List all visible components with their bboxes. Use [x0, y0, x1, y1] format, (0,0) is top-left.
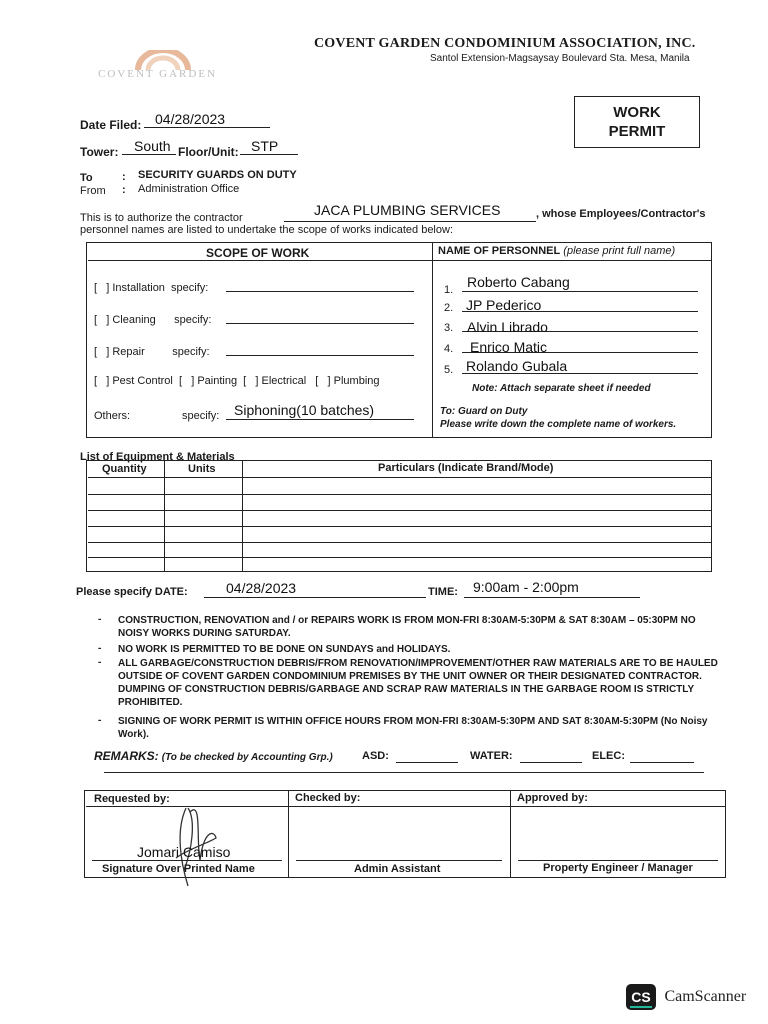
scope-checkboxes: [ ] Pest Control [ ] Painting [ ] Electrical [ ] Plumbing: [94, 375, 380, 387]
logo: [98, 50, 228, 86]
logo-text: COVENT GARDEN: [98, 68, 217, 80]
requested-sign-underline: [92, 860, 282, 861]
others-specify-label: specify:: [182, 410, 220, 422]
rule-bullet-1: -: [98, 614, 102, 625]
org-name: COVENT GARDEN CONDOMINIUM ASSOCIATION, INC.: [314, 36, 696, 51]
tower-label: Tower:: [80, 145, 119, 159]
signature-divider-1: [288, 790, 289, 878]
specify-date-label: Please specify DATE:: [76, 586, 188, 598]
requester-name: Jomari Camiso: [137, 844, 231, 860]
rule-4: SIGNING OF WORK PERMIT IS WITHIN OFFICE HOURS FROM MON-FRI 8:30AM-5:30PM AND SAT 8:30AM-5:30PM (No Noisy Work).: [118, 716, 708, 740]
personnel-num-1: 1.: [444, 284, 454, 296]
scope-divider: [432, 242, 433, 438]
from-value: Administration Office: [138, 183, 240, 195]
personnel-num-2: 2.: [444, 302, 454, 314]
rule-1: CONSTRUCTION, RENOVATION and / or REPAIRS WORK IS FROM MON-FRI 8:30AM-5:30PM & SAT 8:30AM – 05:30PM NO NOISY WORKS DURING SATURDAY.: [118, 615, 696, 639]
floor-unit-value: STP: [251, 138, 279, 154]
scope-header: SCOPE OF WORK: [206, 246, 310, 260]
date-filed-value: 04/28/2023: [155, 111, 226, 127]
remarks-label: REMARKS:: [94, 749, 159, 763]
others-label: Others:: [94, 410, 131, 422]
personnel-name-2: JP Pederico: [466, 297, 542, 313]
requested-by-label: Requested by:: [94, 793, 170, 805]
personnel-name-4: Enrico Matic: [470, 339, 548, 355]
guard-line2: Please write down the complete name of workers.: [440, 419, 677, 430]
equipment-title: List of Equipment & Materials: [80, 451, 235, 463]
tower-value: South: [134, 138, 171, 154]
scope-personnel-table: [86, 242, 712, 438]
personnel-header-italic: (please print full name): [563, 245, 676, 257]
personnel-underline-1: [462, 291, 698, 292]
time-underline: [464, 597, 640, 598]
equipment-col-quantity: Quantity: [102, 463, 147, 475]
equipment-row-line-5: [88, 542, 712, 543]
elec-label: ELEC:: [592, 750, 625, 762]
water-label: WATER:: [470, 750, 513, 762]
personnel-num-5: 5.: [444, 364, 454, 376]
approved-sign-underline: [518, 860, 718, 861]
personnel-num-4: 4.: [444, 343, 454, 355]
equipment-row-line-4: [88, 526, 712, 527]
scope-cleaning: [ ] Cleaning specify:: [94, 314, 212, 326]
personnel-note-text: Note: Attach separate sheet if needed: [472, 383, 651, 394]
others-underline: [226, 419, 414, 420]
personnel-name-5: Rolando Gubala: [466, 358, 568, 374]
equipment-col-particulars: Particulars (Indicate Brand/Mode): [378, 462, 554, 474]
floor-unit-label: Floor/Unit:: [178, 145, 239, 159]
contractor-underline: [284, 221, 536, 222]
contractor-value: JACA PLUMBING SERVICES: [314, 202, 501, 218]
rule-3: ALL GARBAGE/CONSTRUCTION DEBRIS/FROM RENOVATION/IMPROVEMENT/OTHER RAW MATERIALS ARE TO BE HAULED OUTSIDE OF COVENT GARDEN CONDOMINIUM PREMISES BY THE UNIT OWNER OR THEIR DESIGNATED CONTRACTOR. DUMPING OF CONSTRUCTION DEBRIS/GARBAGE AND SCRAP RAW MATERIALS IN THE GARBAGE ROOM IS STRICTLY PROHIBITED.: [118, 658, 718, 708]
authorize-prefix: This is to authorize the contractor: [80, 212, 243, 224]
rule-bullet-3: -: [98, 657, 102, 668]
to-label: To: [80, 172, 93, 184]
from-label: From: [80, 185, 106, 197]
asd-underline: [396, 762, 458, 763]
from-colon: :: [122, 184, 126, 196]
repair-underline: [226, 355, 414, 356]
personnel-name-3: Alvin Librado: [467, 319, 548, 335]
equipment-row-line-3: [88, 510, 712, 511]
approved-caption: Property Engineer / Manager: [543, 862, 693, 874]
to-colon: :: [122, 171, 126, 183]
work-permit-line1: WORK: [613, 104, 661, 121]
installation-underline: [226, 291, 414, 292]
authorize-line2: personnel names are listed to undertake the scope of works indicated below:: [80, 224, 453, 236]
camscanner-text: CamScanner: [664, 988, 747, 1005]
asd-label: ASD:: [362, 750, 389, 762]
rule-bullet-4: -: [98, 715, 102, 726]
authorize-suffix: , whose Employees/Contractor's: [536, 208, 706, 220]
personnel-num-3: 3.: [444, 322, 454, 334]
water-underline: [520, 762, 582, 763]
tower-underline: [122, 154, 176, 155]
date-filed-underline: [144, 127, 270, 128]
guard-line1: To: Guard on Duty: [440, 406, 528, 417]
signature-divider-2: [510, 790, 511, 878]
cleaning-underline: [226, 323, 414, 324]
specify-date-underline: [204, 597, 426, 598]
date-filed-label: Date Filed:: [80, 118, 142, 132]
equipment-row-line-6: [88, 557, 712, 558]
specify-date-value: 04/28/2023: [226, 580, 297, 596]
time-label: TIME:: [428, 586, 458, 598]
camscanner-logo-icon: [626, 984, 656, 1010]
personnel-note: [472, 383, 651, 394]
elec-underline: [630, 762, 694, 763]
camscanner-watermark: [626, 984, 746, 1014]
checked-sign-underline: [296, 860, 502, 861]
approved-by-label: Approved by:: [517, 792, 588, 804]
scope-header-line: [88, 260, 712, 261]
checked-by-label: Checked by:: [295, 792, 361, 804]
personnel-header: [438, 245, 675, 257]
work-permit-box: [574, 96, 700, 148]
personnel-name-1: Roberto Cabang: [467, 274, 570, 290]
to-value: SECURITY GUARDS ON DUTY: [138, 169, 297, 181]
remarks: [94, 749, 333, 763]
equipment-row-line-2: [88, 494, 712, 495]
work-permit-line2: PERMIT: [608, 123, 666, 140]
personnel-header-bold: NAME OF PERSONNEL: [438, 245, 561, 257]
remarks-note: (To be checked by Accounting Grp.): [161, 752, 333, 763]
equipment-col-units: Units: [188, 463, 216, 475]
org-address: Santol Extension-Magsaysay Boulevard Sta. Mesa, Manila: [430, 53, 690, 64]
time-value: 9:00am - 2:00pm: [473, 579, 579, 595]
requested-caption: Signature Over Printed Name: [102, 863, 255, 875]
rule-bullet-2: -: [98, 643, 102, 654]
camscanner-badge: CS: [631, 989, 651, 1005]
remarks-long-underline: [104, 772, 704, 773]
scope-repair: [ ] Repair specify:: [94, 346, 210, 358]
rule-2: NO WORK IS PERMITTED TO BE DONE ON SUNDAYS and HOLIDAYS.: [118, 644, 451, 655]
others-value: Siphoning(10 batches): [234, 402, 375, 418]
equipment-row-line-1: [88, 477, 712, 478]
checked-caption: Admin Assistant: [354, 863, 441, 875]
scope-installation: [ ] Installation specify:: [94, 282, 209, 294]
floor-unit-underline: [240, 154, 298, 155]
